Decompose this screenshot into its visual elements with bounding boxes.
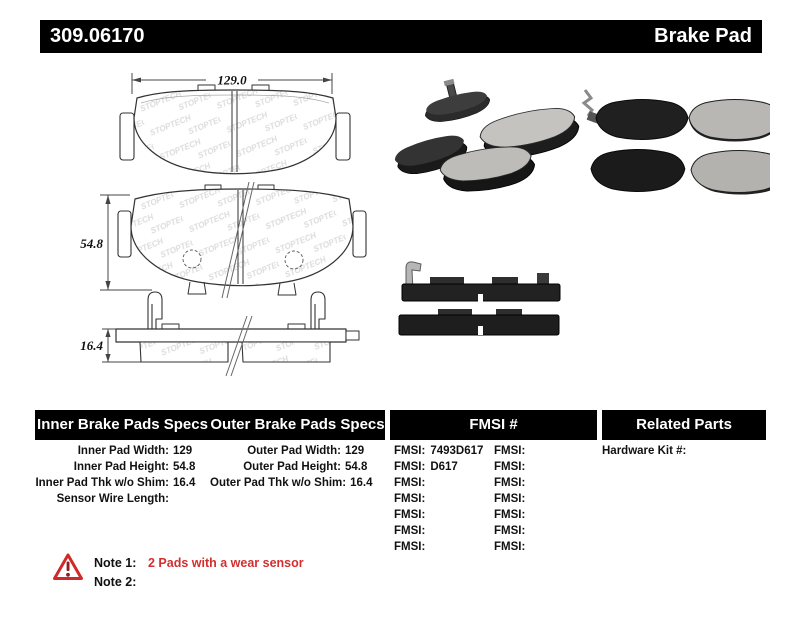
product-photo-angled (392, 72, 582, 197)
table-row: Outer Pad Height: 54.8 (243, 461, 368, 473)
table-row: FMSI: (494, 509, 526, 521)
table-row: FMSI: 7493D617 (394, 445, 484, 457)
related-parts-column (602, 443, 765, 459)
specs-header-bar (35, 410, 385, 440)
table-row: Inner Pad Thk w/o Shim: 16.4 (35, 477, 196, 489)
table-row: Outer Pad Thk w/o Shim: 16.4 (210, 477, 373, 489)
fmsi-column-right (494, 443, 594, 555)
table-row: FMSI: (494, 525, 526, 537)
table-row: FMSI: (394, 541, 426, 553)
product-photo-side (399, 262, 560, 335)
front-view-drawing (120, 72, 350, 174)
side-view-drawing (80, 292, 359, 376)
note-2: Note 2: (94, 575, 137, 589)
product-type-title: Brake Pad (654, 25, 752, 47)
technical-drawing (40, 58, 770, 406)
warning-icon (53, 553, 83, 581)
table-row: FMSI: (394, 493, 426, 505)
table-row: FMSI: (494, 445, 526, 457)
table-row: Inner Pad Height: 54.8 (73, 461, 196, 473)
related-parts-header: Related Parts (602, 410, 766, 440)
table-row: FMSI: (394, 477, 426, 489)
product-photo-flat (584, 90, 770, 195)
table-row: FMSI: (394, 525, 426, 537)
fmsi-column-left (394, 443, 494, 555)
table-row: FMSI: (494, 493, 526, 505)
table-row: FMSI: (494, 461, 526, 473)
table-row: FMSI: D617 (394, 461, 458, 473)
thickness-dimension-label: 16.4 (80, 338, 103, 353)
note-1: Note 1: 2 Pads with a wear sensor (94, 556, 304, 570)
table-row: FMSI: (494, 541, 526, 553)
title-bar (40, 20, 762, 53)
width-dimension-label: 129.0 (217, 72, 247, 88)
table-row: FMSI: (394, 509, 426, 521)
height-dimension-label: 54.8 (80, 236, 103, 251)
table-row: Outer Pad Width: 129 (247, 445, 365, 457)
table-row: Inner Pad Width: 129 (77, 445, 193, 457)
height-view-drawing (80, 182, 366, 298)
table-row: FMSI: (494, 477, 526, 489)
outer-specs-column (210, 443, 385, 491)
inner-specs-column (35, 443, 213, 507)
table-row: Hardware Kit #: (602, 445, 687, 457)
part-number: 309.06170 (50, 25, 145, 47)
inner-specs-header: Inner Brake Pads Specs (37, 416, 208, 433)
table-row: Sensor Wire Length: (56, 493, 169, 505)
notes-section (94, 554, 304, 592)
outer-specs-header: Outer Brake Pads Specs (210, 416, 385, 433)
fmsi-header: FMSI # (390, 410, 597, 440)
